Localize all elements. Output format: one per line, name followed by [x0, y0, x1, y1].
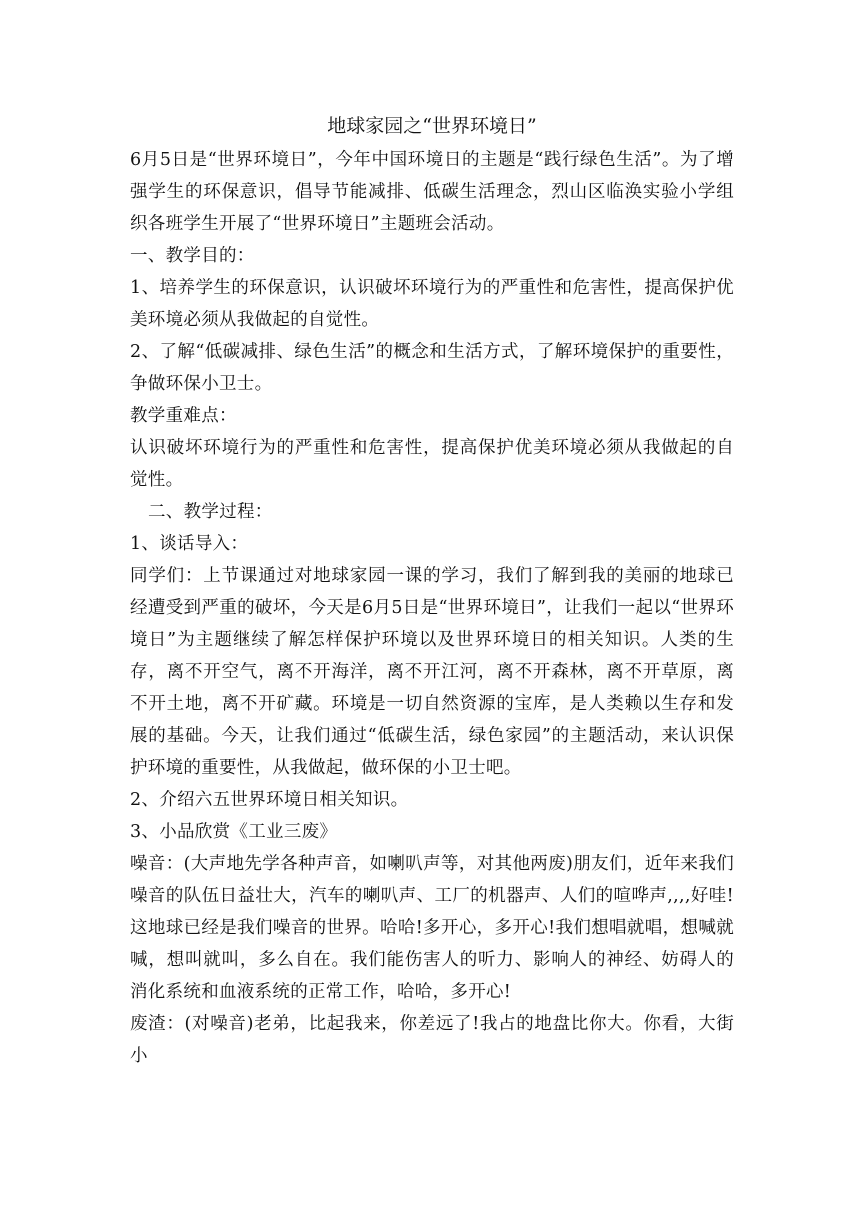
- step-1-text: 同学们：上节课通过对地球家园一课的学习，我们了解到我的美丽的地球已经遭受到严重的破坏，今天是6月5日是“世界环境日”，让我们一起以“世界环境日”为主题继续了解怎样保护环境以及世界环境日的相关知识。人类的生存，离不开空气，离不开海洋，离不开江河，离不开森林，离不开草原，离不开土地，离不开矿藏。环境是一切自然资源的宝库，是人类赖以生存和发展的基础。今天，让我们通过“低碳生活，绿色家园”的主题活动，来认识保护环境的重要性，从我做起，做环保的小卫士吧。: [130, 566, 734, 778]
- intro-paragraph: 6月5日是“世界环境日”，今年中国环境日的主题是“践行绿色生活”。为了增强学生的环保意识，倡导节能减排、低碳生活理念，烈山区临涣实验小学组织各班学生开展了“世界环境日”主题班会活动。: [130, 150, 734, 234]
- key-points-text: 认识破坏环境行为的严重性和危害性，提高保护优美环境必须从我做起的自觉性。: [130, 438, 734, 490]
- skit-waste-text: 废渣：(对噪音)老弟，比起我来，你差远了!我占的地盘比你大。你看，大街小: [130, 1014, 734, 1066]
- objective-item-2: 2、了解“低碳减排、绿色生活”的概念和生活方式，了解环境保护的重要性，争做环保小卫士。: [130, 342, 734, 394]
- objective-item-1: 1、培养学生的环保意识，认识破坏环境行为的严重性和危害性，提高保护优美环境必须从我做起的自觉性。: [130, 278, 734, 330]
- step-heading-2: 2、介绍六五世界环境日相关知识。: [130, 790, 409, 810]
- key-points-heading: 教学重难点：: [130, 406, 237, 426]
- section-heading-process: 二、教学过程：: [148, 502, 273, 522]
- document-body: [130, 144, 734, 1072]
- skit-noise-text: 噪音：(大声地先学各种声音，如喇叭声等，对其他两废)朋友们，近年来我们噪音的队伍日益壮大，汽车的喇叭声、工厂的机器声、人们的喧哗声,,,,好哇!这地球已经是我们噪音的世界。哈哈!多开心，多开心!我们想唱就唱，想喊就喊，想叫就叫，多么自在。我们能伤害人的听力、影响人的神经、妨碍人的消化系统和血液系统的正常工作，哈哈，多开心!: [130, 854, 734, 1002]
- step-heading-1: 1、谈话导入：: [130, 534, 249, 554]
- step-heading-3: 3、小品欣赏《工业三废》: [130, 822, 338, 842]
- document-title: 地球家园之“世界环境日”: [327, 115, 537, 137]
- section-heading-objectives: 一、教学目的：: [130, 246, 255, 266]
